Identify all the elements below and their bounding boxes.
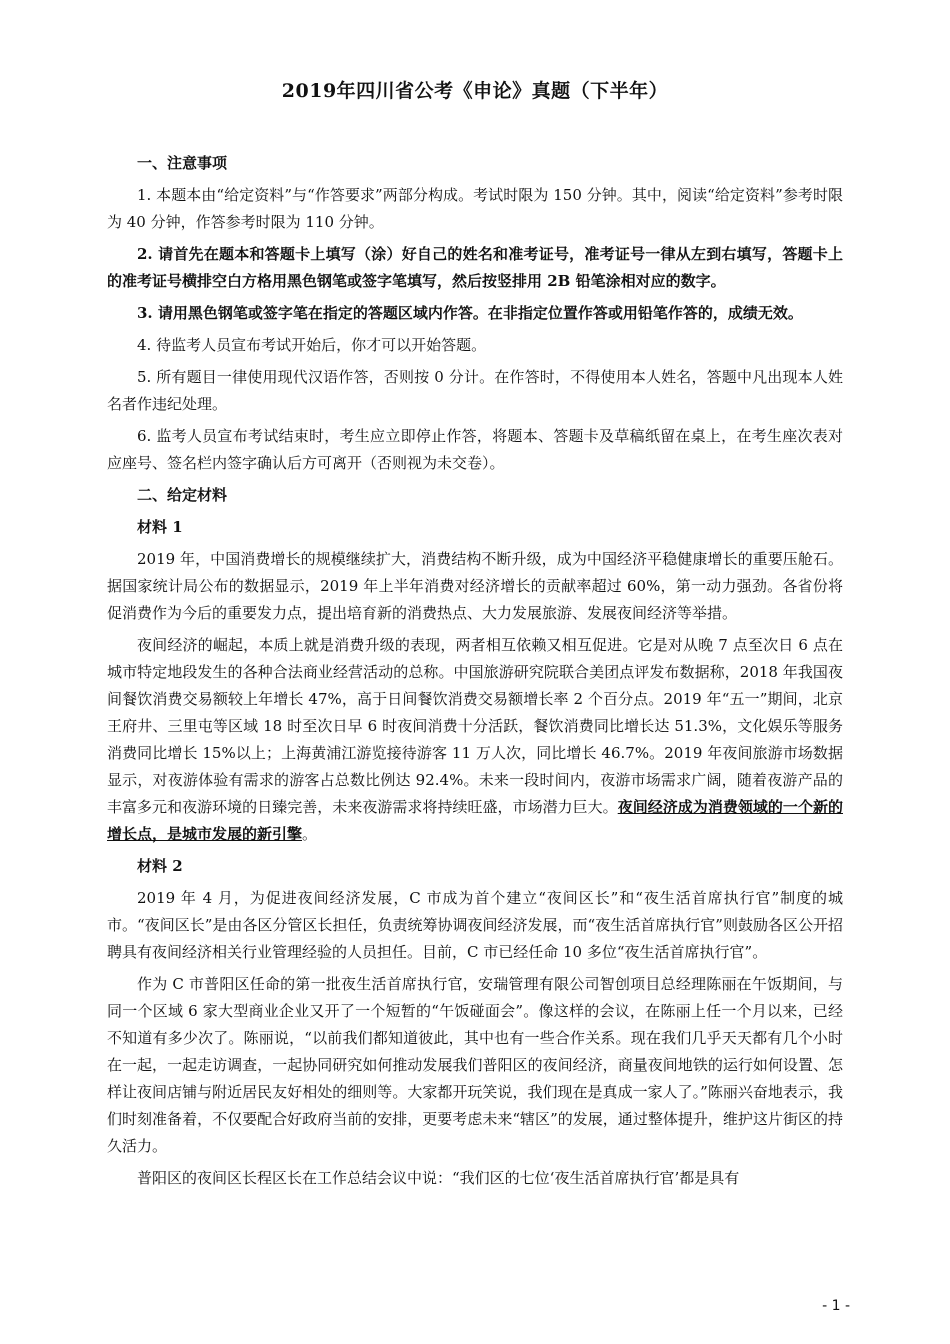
material-1-label: 材料 1 (137, 518, 183, 536)
note-item-1: 1. 本题本由“给定资料”与“作答要求”两部分构成。考试时限为 150 分钟。其中，阅读“给定资料”参考时限为 40 分钟，作答参考时限为 110 分钟。 (107, 186, 843, 231)
material-1-paragraph-2-text: 夜间经济的崛起，本质上就是消费升级的表现，两者相互依赖又相互促进。它是对从晚 7 点至次日 6 点在城市特定地段发生的各种合法商业经营活动的总称。中国旅游研究院联合美团点评发布数据称，2018 年我国夜间餐饮消费交易额较上年增长 47%，高于日间餐饮消费交易额增长率 2 个百分点。2019 年“五一”期间，北京王府井、三里屯等区域 18 时至次日早 6 时夜间消费十分活跃，餐饮消费同比增长达 51.3%，文化娱乐等服务消费同比增长 15%以上；上海黄浦江游览接待游客 11 万人次，同比增长 46.7%。2019 年夜间旅游市场数据显示，对夜游体验有需求的游客占总数比例达 92.4%。未来一段时间内，夜游市场需求广阔，随着夜游产品的丰富多元和夜游环境的日臻完善，未来夜游需求将持续旺盛，市场潜力巨大。 (107, 636, 843, 816)
material-1-paragraph-2 (107, 632, 843, 848)
section-heading-notes: 一、注意事项 (137, 154, 228, 172)
note-item-5: 5. 所有题目一律使用现代汉语作答，否则按 0 分计。在作答时，不得使用本人姓名，答题中凡出现本人姓名者作违纪处理。 (107, 368, 843, 413)
page-number: - 1 - (822, 1298, 850, 1314)
section-heading-materials: 二、给定材料 (137, 486, 228, 504)
document-title: 2019年四川省公考《申论》真题（下半年） (281, 80, 669, 102)
note-item-3: 3. 请用黑色钢笔或签字笔在指定的答题区域内作答。在非指定位置作答或用铅笔作答的，成绩无效。 (137, 304, 803, 322)
material-1-paragraph-1: 2019 年，中国消费增长的规模继续扩大，消费结构不断升级，成为中国经济平稳健康增长的重要压舱石。据国家统计局公布的数据显示，2019 年上半年消费对经济增长的贡献率超过 60%，第一动力强劲。各省份将促消费作为今后的重要发力点，提出培育新的消费热点、大力发展旅游、发展夜间经济等举措。 (107, 550, 843, 622)
document-body (107, 150, 843, 1197)
note-item-2: 2. 请首先在题本和答题卡上填写（涂）好自己的姓名和准考证号，准考证号一律从左到右填写，答题卡上的准考证号横排空白方格用黑色钢笔或签字笔填写，然后按竖排用 2B 铅笔涂相对应的数字。 (107, 245, 843, 290)
material-2-paragraph-1: 2019 年 4 月，为促进夜间经济发展，C 市成为首个建立“夜间区长”和“夜生活首席执行官”制度的城市。“夜间区长”是由各区分管区长担任，负责统筹协调夜间经济发展，而“夜生活首席执行官”则鼓励各区公开招聘具有夜间经济相关行业管理经验的人员担任。目前，C 市已经任命 10 多位“夜生活首席执行官”。 (107, 889, 843, 961)
note-item-6: 6. 监考人员宣布考试结束时，考生应立即停止作答，将题本、答题卡及草稿纸留在桌上，在考生座次表对应座号、签名栏内签字确认后方可离开（否则视为未交卷）。 (107, 427, 843, 472)
material-1-emphasis: 夜间经济成为消费领域的一个新的增长点，是城市发展的新引擎 (107, 798, 843, 843)
material-2-label: 材料 2 (137, 857, 183, 875)
material-2-paragraph-2: 作为 C 市普阳区任命的第一批夜生活首席执行官，安瑞管理有限公司智创项目总经理陈丽在午饭期间，与同一个区域 6 家大型商业企业又开了一个短暂的“午饭碰面会”。像这样的会议，在陈丽上任一个月以来，已经不知道有多少次了。陈丽说，“以前我们都知道彼此，其中也有一些合作关系。现在我们几乎天天都有几个小时在一起，一起走访调查，一起协同研究如何推动发展我们普阳区的夜间经济，商量夜间地铁的运行如何设置、怎样让夜间店铺与附近居民友好相处的细则等。大家都开玩笑说，我们现在是真成一家人了。”陈丽兴奋地表示，我们时刻准备着，不仅要配合好政府当前的安排，更要考虑未来“辖区”的发展，通过整体提升，维护这片街区的持久活力。 (107, 975, 843, 1155)
note-item-4: 4. 待监考人员宣布考试开始后，你才可以开始答题。 (137, 336, 487, 354)
material-2-paragraph-3: 普阳区的夜间区长程区长在工作总结会议中说：“我们区的七位‘夜生活首席执行官’都是具有 (137, 1169, 740, 1187)
material-1-paragraph-2-end: 。 (302, 825, 318, 843)
